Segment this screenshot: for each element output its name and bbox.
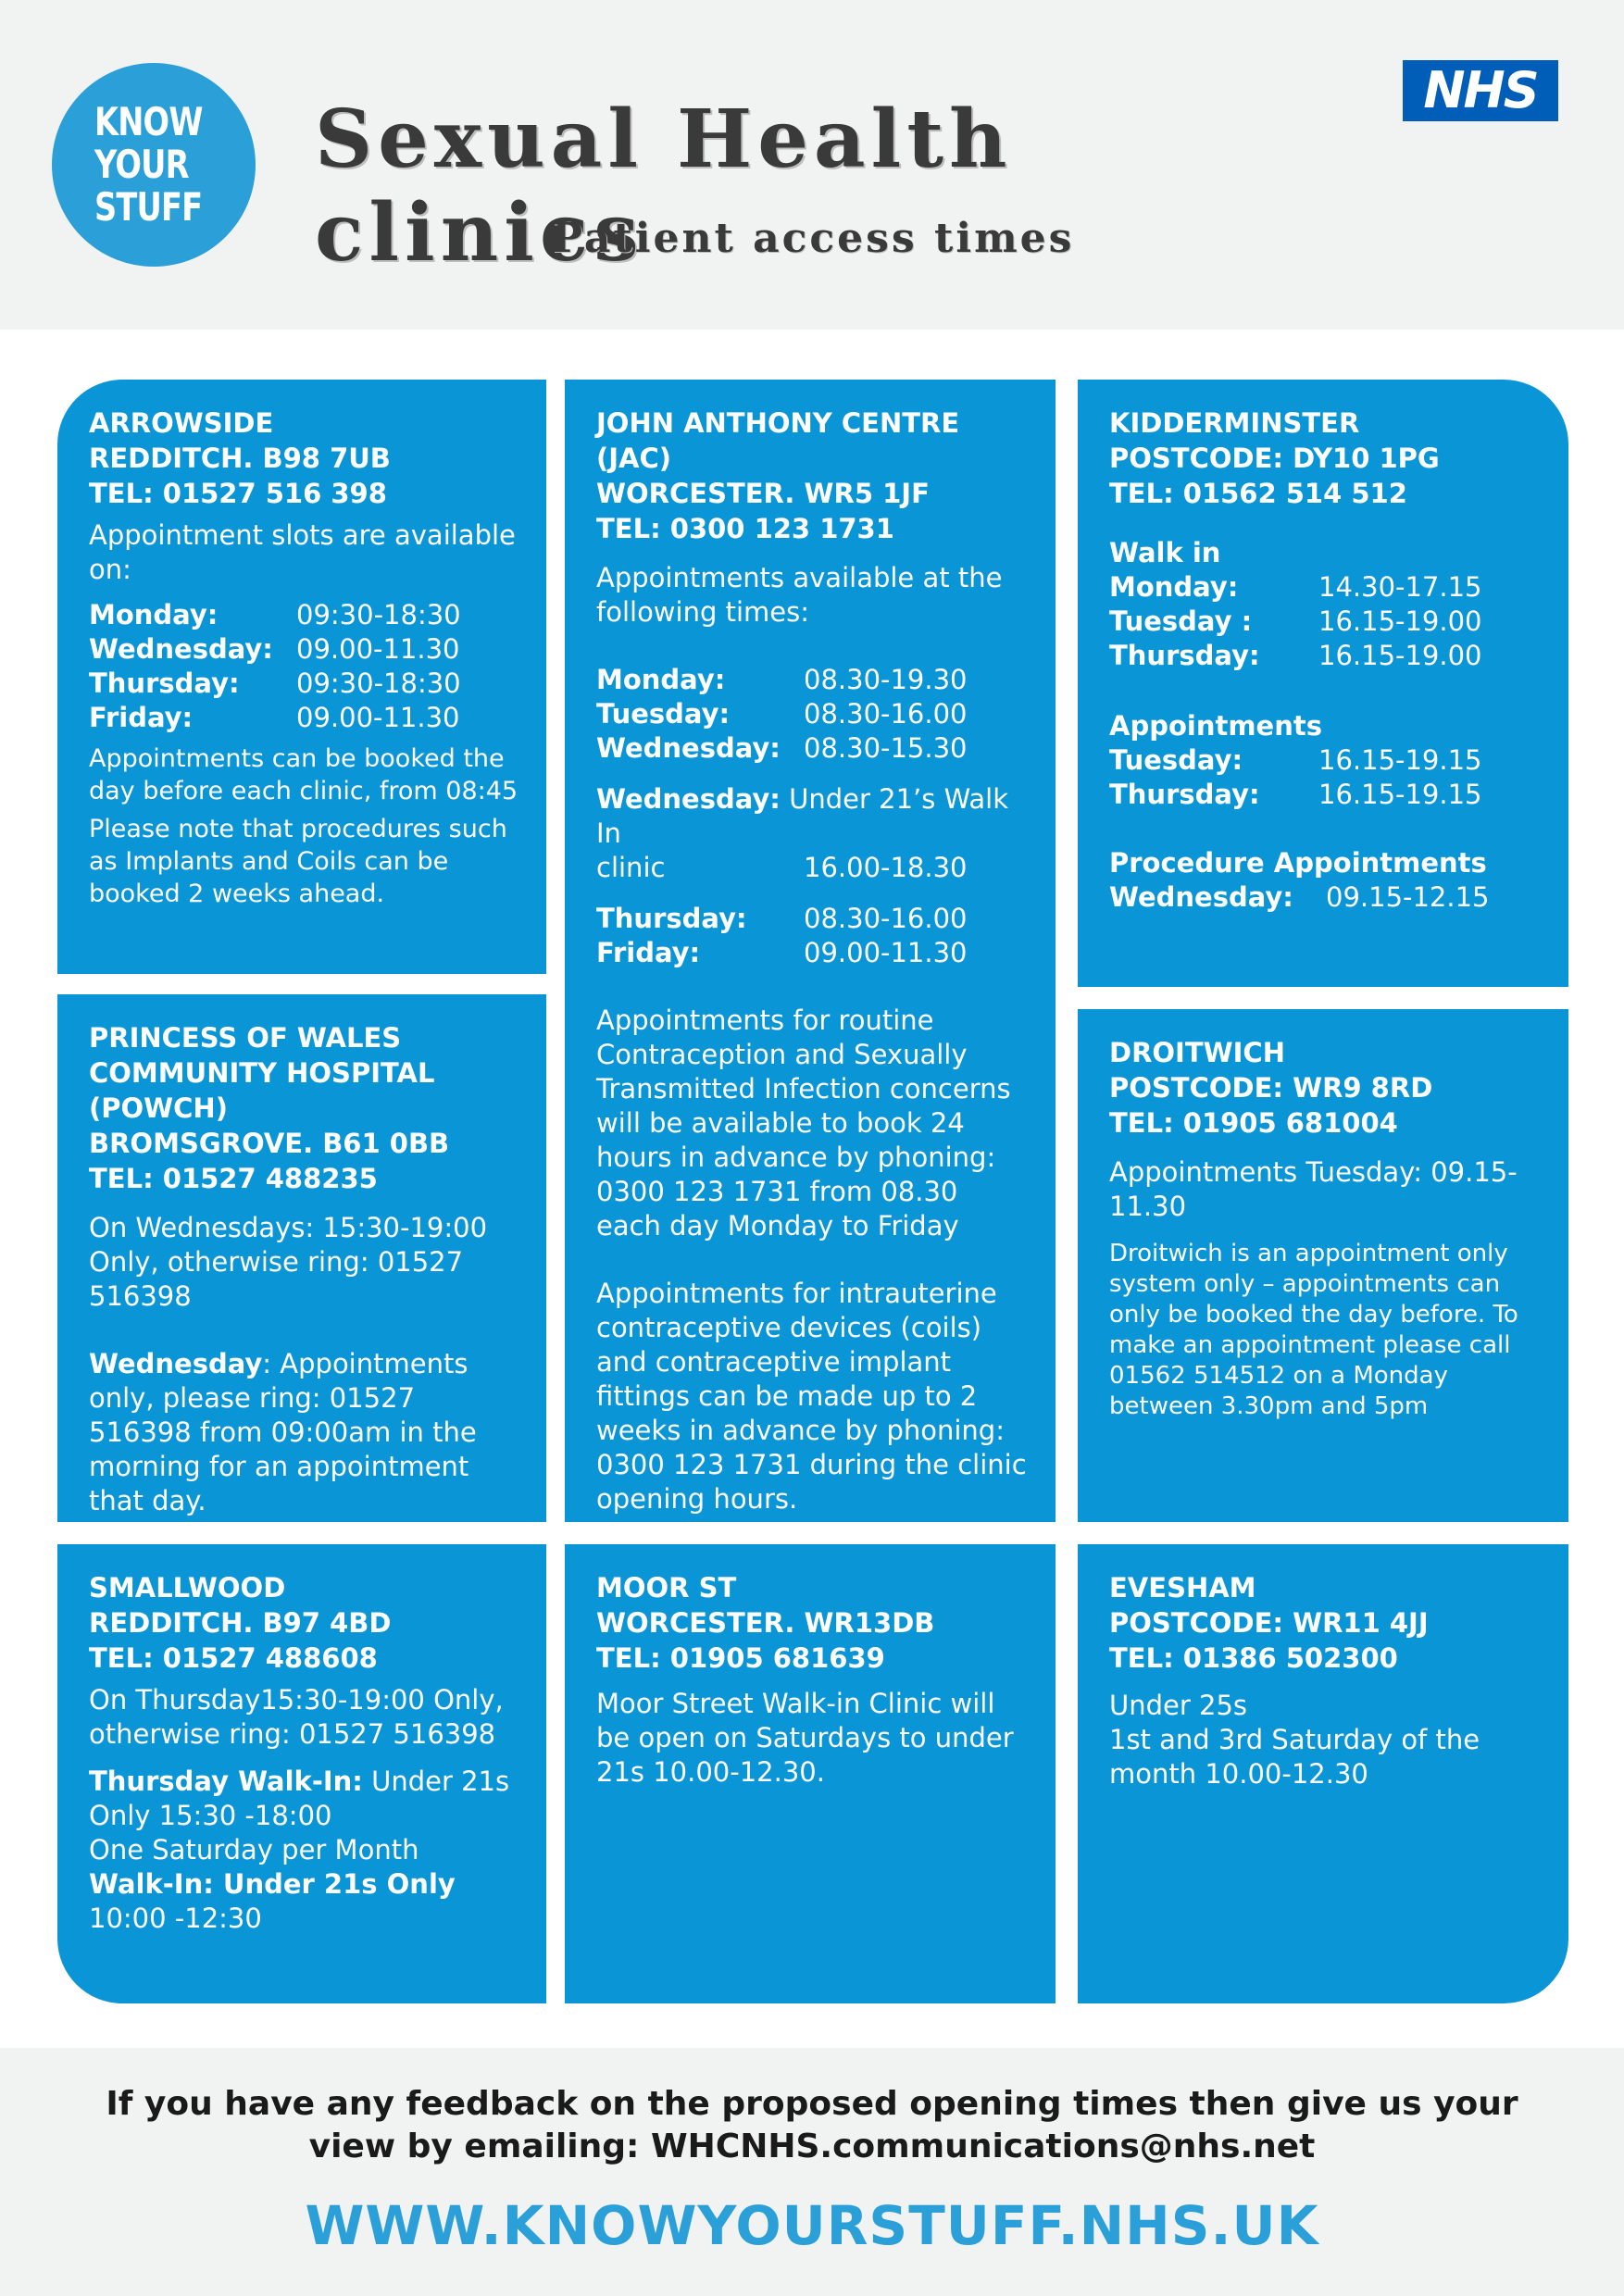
logo-line: YOUR	[94, 142, 189, 187]
day-label: Friday:	[89, 702, 194, 733]
walkin-clinic-text: Moor Street Walk-in Clinic will be open on Saturdays to under 21s 10.00-12.30.	[596, 1688, 1014, 1788]
day-label: Thursday:	[596, 903, 747, 934]
time-row	[1109, 570, 1541, 605]
clinic-name: SMALLWOOD	[89, 1572, 286, 1603]
appointments-detail: : Appointments only, please ring: 01527 516398 from 09:00am in the morning for an appointment that day.	[89, 1348, 477, 1516]
clinic-phone: TEL: 01527 516 398	[89, 478, 387, 509]
time-row	[89, 701, 518, 735]
wednesday-appointments-text	[89, 1347, 518, 1518]
day-label: Monday:	[596, 664, 726, 695]
clinic-card-droitwich	[1078, 1009, 1568, 1522]
logo-line: STUFF	[94, 184, 203, 230]
time-value: 08.30-19.30	[804, 664, 968, 695]
procedure-note: Please note that procedures such as Implants and Coils can be booked 2 weeks ahead.	[89, 815, 507, 908]
day-label: Friday:	[596, 937, 701, 968]
clinic-card-evesham	[1078, 1544, 1568, 2003]
clinic-name: JOHN ANTHONY CENTRE (JAC)	[596, 407, 960, 474]
walkin-label: Thursday Walk-In:	[89, 1766, 363, 1797]
clinic-phone: TEL: 01527 488608	[89, 1642, 378, 1674]
clinic-card-jac	[565, 380, 1056, 1522]
clinic-address: BROMSGROVE. B61 0BB	[89, 1128, 450, 1159]
website-link[interactable]: WWW.KNOWYOURSTUFF.NHS.UK	[305, 2194, 1319, 2257]
feedback-text: If you have any feedback on the proposed opening times then give us your view by emailing: WHCNHS.communications@nhs.net	[106, 2085, 1518, 2165]
time-row	[89, 598, 518, 632]
time-value: 16.15-19.15	[1318, 744, 1482, 776]
saturday-text: 1st and 3rd Saturday of the month 10.00-12.30	[1109, 1724, 1480, 1790]
walkin-clinic-label: clinic	[596, 852, 666, 883]
procedure-appointments-label: Procedure Appointments	[1109, 847, 1487, 879]
time-value: 09.15-12.15	[1326, 881, 1490, 913]
time-value: 16.15-19.15	[1318, 779, 1482, 810]
appointments-label: Appointments	[1109, 710, 1322, 742]
day-label: Wednesday:	[1109, 881, 1293, 913]
day-label: Monday:	[1109, 571, 1239, 603]
nhs-logo: NHS	[1403, 60, 1558, 121]
coil-implant-appointments-text: Appointments for intrauterine contraceptive devices (coils) and contraceptive implant fittings can be made up to 2 weeks in advance by phoning: 0300 123 1731 during the clinic opening hours.	[596, 1278, 1027, 1515]
clinic-address: REDDITCH. B98 7UB	[89, 443, 391, 474]
clinic-phone: TEL: 01527 488235	[89, 1163, 378, 1194]
clinic-postcode: POSTCODE: WR9 8RD	[1109, 1072, 1433, 1104]
day-label: Thursday:	[89, 668, 240, 699]
time-row	[1109, 639, 1541, 673]
time-value: 16.00-18.30	[804, 852, 968, 883]
day-label: Tuesday:	[1109, 744, 1243, 776]
clinic-name-line-3: (POWCH)	[89, 1092, 228, 1124]
wednesday-hours-text: On Wednesdays: 15:30-19:00 Only, otherwise ring: 01527 516398	[89, 1212, 488, 1312]
time-value: 09.00-11.30	[296, 702, 460, 733]
clinic-phone: TEL: 0300 123 1731	[596, 513, 894, 544]
time-row	[596, 851, 1028, 885]
time-value: 09.00-11.30	[804, 937, 968, 968]
time-row	[596, 902, 1028, 936]
time-row	[596, 663, 1028, 697]
time-value: 16.15-19.00	[1318, 605, 1482, 637]
day-label: Thursday:	[1109, 779, 1260, 810]
clinic-postcode: POSTCODE: WR11 4JJ	[1109, 1607, 1429, 1639]
walkin-day: Wednesday:	[596, 783, 781, 815]
clinic-card-smallwood	[57, 1544, 546, 2003]
clinic-postcode: POSTCODE: DY10 1PG	[1109, 443, 1440, 474]
know-your-stuff-logo	[52, 63, 256, 267]
walkin-label: Walk in	[1109, 537, 1221, 568]
time-row	[89, 632, 518, 667]
time-value: 14.30-17.15	[1318, 571, 1482, 603]
clinic-name: MOOR ST	[596, 1572, 737, 1603]
time-value: 08.30-16.00	[804, 698, 968, 730]
booking-note: Appointments can be booked the day before each clinic, from 08:45	[89, 744, 518, 805]
day-label: Wednesday:	[89, 633, 273, 665]
time-row	[1109, 743, 1541, 778]
clinic-phone: TEL: 01905 681004	[1109, 1107, 1398, 1139]
clinic-name: PRINCESS OF WALES	[89, 1022, 402, 1054]
intro-text: Appointments available at the following times:	[596, 562, 1003, 628]
clinic-name-line-2: COMMUNITY HOSPITAL	[89, 1057, 435, 1089]
saturday-text: One Saturday per Month	[89, 1834, 419, 1866]
time-row	[89, 667, 518, 701]
appointment-only-note: Droitwich is an appointment only system only – appointments can only be booked the day before. To make an appointment please call 01562 514512 on a Monday between 3.30pm and 5pm	[1109, 1240, 1518, 1420]
time-row	[596, 697, 1028, 731]
clinic-phone: TEL: 01562 514 512	[1109, 478, 1407, 509]
saturday-time: 10:00 -12:30	[89, 1903, 262, 1934]
clinic-phone: TEL: 01386 502300	[1109, 1642, 1398, 1674]
routine-appointments-text: Appointments for routine Contraception and Sexually Transmitted Infection concerns will be available to book 24 hours in advance by phoning: 0300 123 1731 from 08.30 each day Monday to Friday	[596, 1004, 1011, 1242]
time-row	[596, 731, 1028, 766]
clinic-address: WORCESTER. WR5 1JF	[596, 478, 930, 509]
clinic-card-kidderminster	[1078, 380, 1568, 987]
logo-line: KNOW	[94, 99, 203, 144]
time-value: 09:30-18:30	[296, 668, 461, 699]
day-label: Tuesday :	[1109, 605, 1253, 637]
walkin-detail: Under 21s Only 15:30 -18:00	[89, 1766, 510, 1831]
time-row	[1109, 880, 1541, 915]
thursday-hours-text: On Thursday15:30-19:00 Only, otherwise ring: 01527 516398	[89, 1684, 504, 1750]
clinic-name: KIDDERMINSTER	[1109, 407, 1360, 439]
page-subtitle: Patient access times	[552, 215, 1075, 262]
thursday-walkin-text	[89, 1765, 518, 1833]
time-value: 09.00-11.30	[296, 633, 460, 665]
day-label: Monday:	[89, 599, 219, 630]
clinic-phone: TEL: 01905 681639	[596, 1642, 885, 1674]
time-value: 08.30-16.00	[804, 903, 968, 934]
time-row	[596, 936, 1028, 970]
time-value: 09:30-18:30	[296, 599, 461, 630]
day-label: Wednesday:	[596, 732, 781, 764]
clinic-address: WORCESTER. WR13DB	[596, 1607, 935, 1639]
time-row	[1109, 778, 1541, 812]
clinic-card-moor-st	[565, 1544, 1056, 2003]
walkin-line	[596, 782, 1028, 851]
clinic-card-arrowside	[57, 380, 546, 974]
clinic-card-powch	[57, 994, 546, 1522]
header-band	[0, 0, 1624, 330]
page-title: Sexual Health clinics	[315, 93, 1013, 280]
clinic-name: ARROWSIDE	[89, 407, 274, 439]
clinic-name: EVESHAM	[1109, 1572, 1256, 1603]
day-label: Thursday:	[1109, 640, 1260, 671]
clinic-address: REDDITCH. B97 4BD	[89, 1607, 392, 1639]
saturday-walkin-label: Walk-In: Under 21s Only	[89, 1868, 456, 1900]
day-label: Tuesday:	[596, 698, 731, 730]
clinic-name: DROITWICH	[1109, 1037, 1285, 1068]
time-row	[1109, 605, 1541, 639]
time-value: 16.15-19.00	[1318, 640, 1482, 671]
walkin-text: Under 21’s Walk In	[596, 783, 1009, 849]
intro-text: Appointment slots are available on:	[89, 519, 516, 585]
under-25s-text: Under 25s	[1109, 1690, 1248, 1721]
time-value: 08.30-15.30	[804, 732, 968, 764]
wednesday-label: Wednesday	[89, 1348, 263, 1379]
appointments-text: Appointments Tuesday: 09.15-11.30	[1109, 1156, 1518, 1222]
